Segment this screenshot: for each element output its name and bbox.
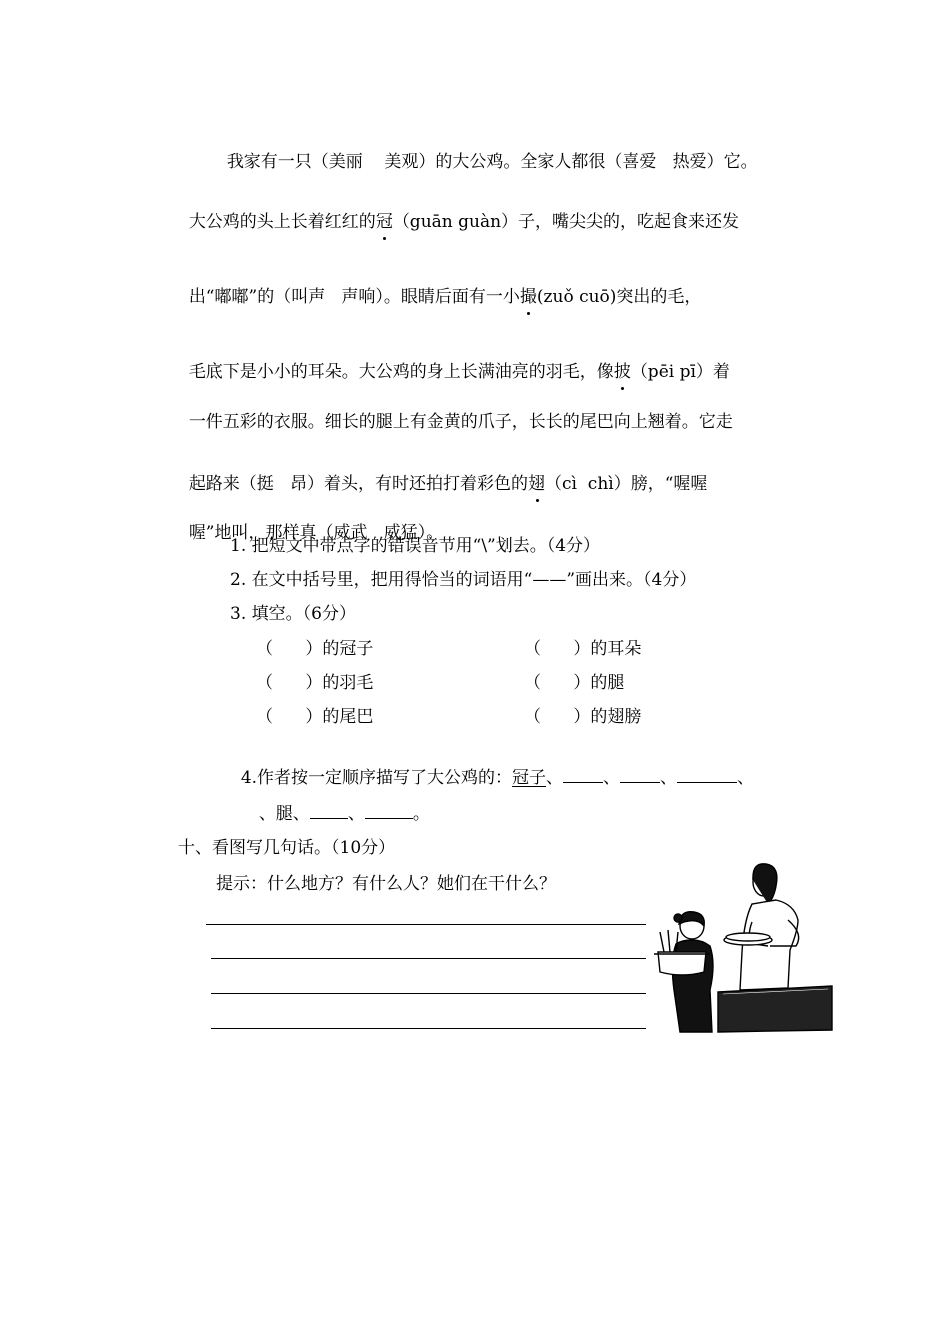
passage-line-6: 起路来（挺 昂）着头，有时还拍打着彩色的翅（cì chì）膀，“喔喔 — [188, 474, 708, 494]
answer-blank[interactable] — [365, 802, 413, 819]
writing-line[interactable] — [211, 958, 646, 959]
fill-item: （ ）的翅膀 — [524, 707, 642, 727]
writing-line[interactable] — [211, 1028, 646, 1029]
passage-line-2: 大公鸡的头上长着红红的冠（guān guàn）子，嘴尖尖的，吃起食来还发 — [188, 212, 740, 232]
question-3: 3. 填空。（6分） — [230, 604, 356, 624]
table — [718, 986, 832, 1032]
dotted-char: 冠 — [375, 212, 393, 232]
question-4: 4.作者按一定顺序描写了大公鸡的：冠子、 、 、 、 — [240, 768, 755, 788]
answer-blank[interactable] — [563, 766, 603, 783]
passage-line-3: 出“嘟嘟”的（叫声 声响）。眼睛后面有一小撮(zuǒ cuō)突出的毛， — [188, 287, 702, 307]
question-1: 1. 把短文中带点字的错误音节用“\”划去。（4分） — [230, 536, 601, 556]
section-hint: 提示：什么地方？有什么人？她们在干什么？ — [216, 874, 556, 894]
passage-line-1: 我家有一只（美丽 美观）的大公鸡。全家人都很（喜爱 热爱）它。 — [226, 152, 758, 172]
passage-line-4: 毛底下是小小的耳朵。大公鸡的身上长满油亮的羽毛，像披（pēi pī）着 — [188, 362, 730, 382]
writing-line[interactable] — [211, 993, 646, 994]
fill-item: （ ）的腿 — [524, 673, 625, 693]
section-title: 十、看图写几句话。（10分） — [178, 838, 396, 858]
fill-item: （ ）的羽毛 — [256, 673, 374, 693]
answer-blank[interactable] — [677, 766, 737, 783]
answer-blank[interactable] — [310, 802, 348, 819]
writing-line[interactable] — [206, 924, 646, 925]
fill-item: （ ）的冠子 — [256, 639, 374, 659]
answer-blank[interactable] — [620, 766, 660, 783]
underlined-answer: 冠子 — [512, 768, 547, 788]
question-4-line-2: 、腿、 、 。 — [258, 804, 430, 824]
passage-line-7: 喔”地叫，那样真（威武 威猛）。 — [188, 523, 444, 543]
illustration-mother-daughter — [648, 860, 838, 1038]
dotted-char: 翅 — [528, 474, 546, 494]
pot — [658, 952, 706, 975]
fill-item: （ ）的尾巴 — [256, 707, 374, 727]
question-2: 2. 在文中括号里，把用得恰当的词语用“——”画出来。（4分） — [230, 570, 697, 590]
dotted-char: 披 — [613, 362, 631, 382]
dotted-char: 撮 — [519, 287, 537, 307]
passage-line-5: 一件五彩的衣服。细长的腿上有金黄的爪子，长长的尾巴向上翘着。它走 — [188, 412, 733, 432]
fill-item: （ ）的耳朵 — [524, 639, 642, 659]
